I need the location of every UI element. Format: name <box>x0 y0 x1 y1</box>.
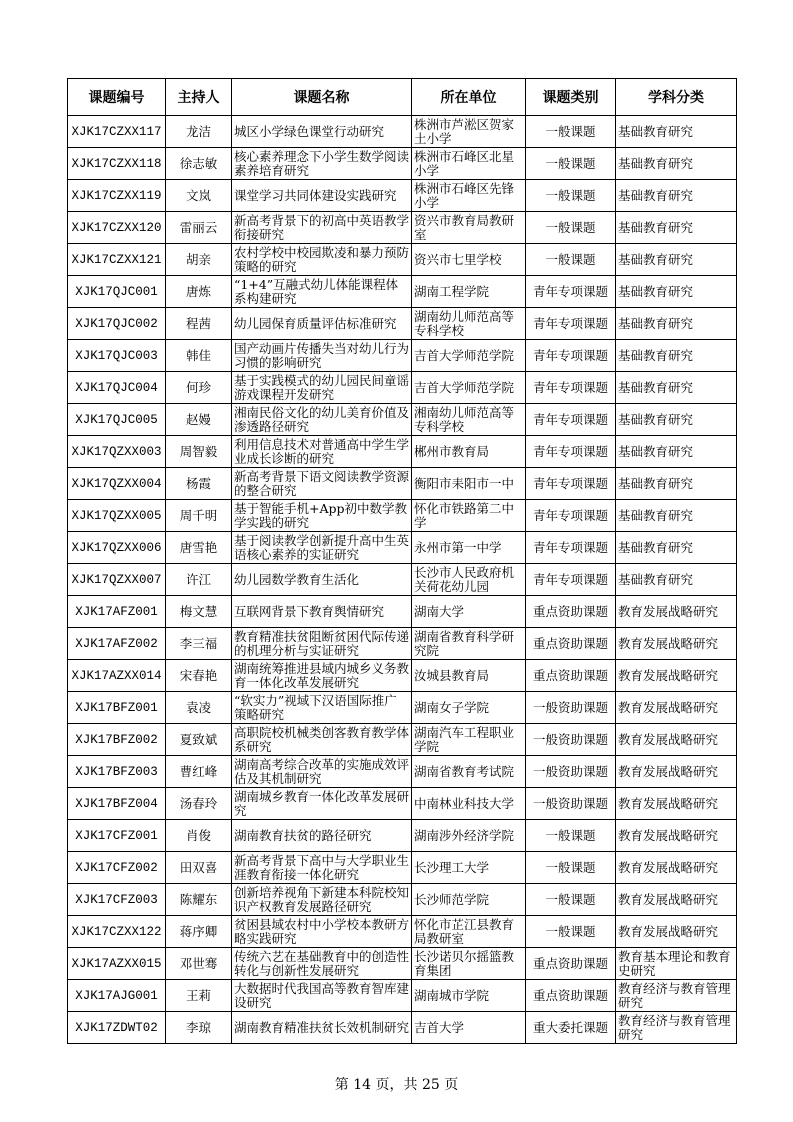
project-title-cell: 湖南教育精准扶贫长效机制研究 <box>232 1012 412 1044</box>
project-title-cell: 湖南高考综合改革的实施成效评估及其机制研究 <box>232 756 412 788</box>
host-cell: 文岚 <box>166 180 232 212</box>
project-id-cell: XJK17BFZ004 <box>68 788 166 820</box>
project-id-cell: XJK17CZXX121 <box>68 244 166 276</box>
table-row <box>68 692 737 724</box>
project-title-cell: 城区小学绿色课堂行动研究 <box>232 116 412 148</box>
project-id-cell: XJK17QZXX004 <box>68 468 166 500</box>
category-cell: 青年专项课题 <box>526 308 616 340</box>
category-cell: 一般课题 <box>526 180 616 212</box>
host-cell: 许江 <box>166 564 232 596</box>
subject-cell: 基础教育研究 <box>616 436 737 468</box>
subject-cell: 基础教育研究 <box>616 564 737 596</box>
project-title-cell: 新高考背景下的初高中英语教学衔接研究 <box>232 212 412 244</box>
institution-cell: 怀化市铁路第二中学 <box>412 500 526 532</box>
table-row <box>68 340 737 372</box>
table-row <box>68 756 737 788</box>
category-cell: 重点资助课题 <box>526 660 616 692</box>
institution-cell: 郴州市教育局 <box>412 436 526 468</box>
project-id-cell: XJK17QZXX003 <box>68 436 166 468</box>
project-title-cell: 湘南民俗文化的幼儿美育价值及渗透路径研究 <box>232 404 412 436</box>
project-title-cell: 教育精准扶贫阻断贫困代际传递的机理分析与实证研究 <box>232 628 412 660</box>
project-title-cell: “1+4”互融式幼儿体能课程体系构建研究 <box>232 276 412 308</box>
institution-cell: 资兴市教育局教研室 <box>412 212 526 244</box>
host-cell: 唐雪艳 <box>166 532 232 564</box>
project-id-cell: XJK17BFZ002 <box>68 724 166 756</box>
host-cell: 唐炼 <box>166 276 232 308</box>
project-id-cell: XJK17QJC004 <box>68 372 166 404</box>
project-title-cell: 贫困县域农村中小学校本教研方略实践研究 <box>232 916 412 948</box>
subject-cell: 基础教育研究 <box>616 308 737 340</box>
institution-cell: 湖南大学 <box>412 596 526 628</box>
host-cell: 韩佳 <box>166 340 232 372</box>
project-table <box>67 78 737 1044</box>
project-title-cell: 农村学校中校园欺凌和暴力预防策略的研究 <box>232 244 412 276</box>
subject-cell: 教育基本理论和教育史研究 <box>616 948 737 980</box>
project-id-cell: XJK17CZXX117 <box>68 116 166 148</box>
subject-cell: 教育发展战略研究 <box>616 692 737 724</box>
project-id-cell: XJK17QZXX005 <box>68 500 166 532</box>
institution-cell: 衡阳市耒阳市一中 <box>412 468 526 500</box>
project-title-cell: 幼儿园数学教育生活化 <box>232 564 412 596</box>
institution-cell: 湖南汽车工程职业学院 <box>412 724 526 756</box>
institution-cell: 湖南城市学院 <box>412 980 526 1012</box>
institution-cell: 吉首大学师范学院 <box>412 372 526 404</box>
host-cell: 田双喜 <box>166 852 232 884</box>
subject-cell: 基础教育研究 <box>616 500 737 532</box>
project-id-cell: XJK17QZXX007 <box>68 564 166 596</box>
host-cell: 梅文慧 <box>166 596 232 628</box>
subject-cell: 基础教育研究 <box>616 340 737 372</box>
host-cell: 周千明 <box>166 500 232 532</box>
project-title-cell: 传统六艺在基础教育中的创造性转化与创新性发展研究 <box>232 948 412 980</box>
category-cell: 重大委托课题 <box>526 1012 616 1044</box>
project-title-cell: 高职院校机械类创客教育教学体系研究 <box>232 724 412 756</box>
subject-cell: 基础教育研究 <box>616 532 737 564</box>
header-cell: 学科分类 <box>616 79 737 116</box>
project-title-cell: 新高考背景下高中与大学职业生涯教育衔接一体化研究 <box>232 852 412 884</box>
category-cell: 青年专项课题 <box>526 436 616 468</box>
institution-cell: 永州市第一中学 <box>412 532 526 564</box>
table-row <box>68 724 737 756</box>
project-id-cell: XJK17AFZ002 <box>68 628 166 660</box>
project-title-cell: 湖南城乡教育一体化改革发展研究 <box>232 788 412 820</box>
project-id-cell: XJK17AZXX014 <box>68 660 166 692</box>
table-row <box>68 852 737 884</box>
category-cell: 重点资助课题 <box>526 628 616 660</box>
subject-cell: 教育发展战略研究 <box>616 596 737 628</box>
subject-cell: 教育发展战略研究 <box>616 820 737 852</box>
category-cell: 一般课题 <box>526 916 616 948</box>
subject-cell: 基础教育研究 <box>616 276 737 308</box>
institution-cell: 湖南省教育考试院 <box>412 756 526 788</box>
subject-cell: 教育经济与教育管理研究 <box>616 1012 737 1044</box>
host-cell: 胡亲 <box>166 244 232 276</box>
project-title-cell: 基于阅读教学创新提升高中生英语核心素养的实证研究 <box>232 532 412 564</box>
institution-cell: 资兴市七里学校 <box>412 244 526 276</box>
institution-cell: 长沙师范学院 <box>412 884 526 916</box>
project-title-cell: 利用信息技术对普通高中学生学业成长诊断的研究 <box>232 436 412 468</box>
category-cell: 一般课题 <box>526 852 616 884</box>
project-title-cell: 互联网背景下教育舆情研究 <box>232 596 412 628</box>
host-cell: 程茜 <box>166 308 232 340</box>
institution-cell: 长沙市人民政府机关荷花幼儿园 <box>412 564 526 596</box>
table-row <box>68 308 737 340</box>
institution-cell: 怀化市芷江县教育局教研室 <box>412 916 526 948</box>
project-title-cell: 基于实践模式的幼儿园民间童谣游戏课程开发研究 <box>232 372 412 404</box>
table-row <box>68 276 737 308</box>
host-cell: 曹红峰 <box>166 756 232 788</box>
host-cell: 龙洁 <box>166 116 232 148</box>
header-cell: 主持人 <box>166 79 232 116</box>
host-cell: 蒋序卿 <box>166 916 232 948</box>
host-cell: 雷丽云 <box>166 212 232 244</box>
subject-cell: 教育发展战略研究 <box>616 788 737 820</box>
project-title-cell: 核心素养理念下小学生数学阅读素养培育研究 <box>232 148 412 180</box>
institution-cell: 吉首大学 <box>412 1012 526 1044</box>
subject-cell: 教育发展战略研究 <box>616 852 737 884</box>
table-row <box>68 788 737 820</box>
category-cell: 青年专项课题 <box>526 372 616 404</box>
project-title-cell: 大数据时代我国高等教育智库建设研究 <box>232 980 412 1012</box>
subject-cell: 基础教育研究 <box>616 468 737 500</box>
subject-cell: 教育发展战略研究 <box>616 628 737 660</box>
category-cell: 一般课题 <box>526 884 616 916</box>
host-cell: 周智毅 <box>166 436 232 468</box>
table-row <box>68 116 737 148</box>
host-cell: 肖俊 <box>166 820 232 852</box>
project-id-cell: XJK17CZXX122 <box>68 916 166 948</box>
project-id-cell: XJK17CFZ001 <box>68 820 166 852</box>
institution-cell: 湖南女子学院 <box>412 692 526 724</box>
host-cell: 夏致斌 <box>166 724 232 756</box>
category-cell: 一般资助课题 <box>526 692 616 724</box>
page-number: 第 14 页，共 25 页 <box>334 1077 459 1093</box>
host-cell: 宋春艳 <box>166 660 232 692</box>
project-title-cell: 湖南统筹推进县域内城乡义务教育一体化改革发展研究 <box>232 660 412 692</box>
institution-cell: 中南林业科技大学 <box>412 788 526 820</box>
category-cell: 青年专项课题 <box>526 532 616 564</box>
institution-cell: 汝城县教育局 <box>412 660 526 692</box>
project-id-cell: XJK17CFZ002 <box>68 852 166 884</box>
host-cell: 王莉 <box>166 980 232 1012</box>
table-row <box>68 628 737 660</box>
category-cell: 一般课题 <box>526 116 616 148</box>
institution-cell: 株洲市石峰区北星小学 <box>412 148 526 180</box>
category-cell: 一般资助课题 <box>526 756 616 788</box>
category-cell: 重点资助课题 <box>526 596 616 628</box>
project-title-cell: 基于智能手机+App初中数学教学实践的研究 <box>232 500 412 532</box>
project-title-cell: “软实力”视域下汉语国际推广策略研究 <box>232 692 412 724</box>
subject-cell: 教育发展战略研究 <box>616 916 737 948</box>
subject-cell: 基础教育研究 <box>616 244 737 276</box>
category-cell: 一般课题 <box>526 820 616 852</box>
host-cell: 邓世骞 <box>166 948 232 980</box>
category-cell: 青年专项课题 <box>526 564 616 596</box>
project-title-cell: 新高考背景下语文阅读教学资源的整合研究 <box>232 468 412 500</box>
host-cell: 赵嫚 <box>166 404 232 436</box>
host-cell: 陈耀东 <box>166 884 232 916</box>
category-cell: 重点资助课题 <box>526 948 616 980</box>
table-row <box>68 372 737 404</box>
project-id-cell: XJK17CFZ003 <box>68 884 166 916</box>
category-cell: 重点资助课题 <box>526 980 616 1012</box>
project-title-cell: 国产动画片传播失当对幼儿行为习惯的影响研究 <box>232 340 412 372</box>
category-cell: 青年专项课题 <box>526 404 616 436</box>
host-cell: 何珍 <box>166 372 232 404</box>
table-row <box>68 148 737 180</box>
table-row <box>68 500 737 532</box>
subject-cell: 教育发展战略研究 <box>616 660 737 692</box>
institution-cell: 吉首大学师范学院 <box>412 340 526 372</box>
table-row <box>68 916 737 948</box>
project-id-cell: XJK17QJC005 <box>68 404 166 436</box>
host-cell: 李三福 <box>166 628 232 660</box>
subject-cell: 基础教育研究 <box>616 212 737 244</box>
project-id-cell: XJK17ZDWT02 <box>68 1012 166 1044</box>
header-cell: 课题类别 <box>526 79 616 116</box>
institution-cell: 株洲市石峰区先锋小学 <box>412 180 526 212</box>
table-row <box>68 532 737 564</box>
project-id-cell: XJK17CZXX119 <box>68 180 166 212</box>
category-cell: 青年专项课题 <box>526 468 616 500</box>
table-row <box>68 1012 737 1044</box>
host-cell: 杨霞 <box>166 468 232 500</box>
table-row <box>68 244 737 276</box>
project-id-cell: XJK17CZXX120 <box>68 212 166 244</box>
project-id-cell: XJK17QJC002 <box>68 308 166 340</box>
category-cell: 一般资助课题 <box>526 788 616 820</box>
institution-cell: 湖南涉外经济学院 <box>412 820 526 852</box>
subject-cell: 基础教育研究 <box>616 180 737 212</box>
header-cell: 课题名称 <box>232 79 412 116</box>
subject-cell: 基础教育研究 <box>616 116 737 148</box>
category-cell: 青年专项课题 <box>526 340 616 372</box>
institution-cell: 长沙理工大学 <box>412 852 526 884</box>
project-id-cell: XJK17BFZ001 <box>68 692 166 724</box>
institution-cell: 株洲市芦淞区贺家土小学 <box>412 116 526 148</box>
subject-cell: 教育发展战略研究 <box>616 756 737 788</box>
table-row <box>68 180 737 212</box>
category-cell: 青年专项课题 <box>526 500 616 532</box>
header-cell: 课题编号 <box>68 79 166 116</box>
subject-cell: 基础教育研究 <box>616 404 737 436</box>
project-title-cell: 湖南教育扶贫的路径研究 <box>232 820 412 852</box>
subject-cell: 教育经济与教育管理研究 <box>616 980 737 1012</box>
table-row <box>68 404 737 436</box>
institution-cell: 湘南幼儿师范高等专科学校 <box>412 404 526 436</box>
category-cell: 一般课题 <box>526 244 616 276</box>
category-cell: 一般课题 <box>526 148 616 180</box>
table-row <box>68 564 737 596</box>
header-row <box>68 79 737 116</box>
table-row <box>68 436 737 468</box>
project-id-cell: XJK17QJC001 <box>68 276 166 308</box>
host-cell: 汤春玲 <box>166 788 232 820</box>
institution-cell: 湖南幼儿师范高等专科学校 <box>412 308 526 340</box>
project-id-cell: XJK17QJC003 <box>68 340 166 372</box>
subject-cell: 教育发展战略研究 <box>616 724 737 756</box>
project-id-cell: XJK17BFZ003 <box>68 756 166 788</box>
header-cell: 所在单位 <box>412 79 526 116</box>
subject-cell: 基础教育研究 <box>616 372 737 404</box>
project-id-cell: XJK17QZXX006 <box>68 532 166 564</box>
host-cell: 李琼 <box>166 1012 232 1044</box>
table-row <box>68 980 737 1012</box>
project-title-cell: 创新培养视角下新建本科院校知识产权教育发展路径研究 <box>232 884 412 916</box>
table-row <box>68 596 737 628</box>
table-row <box>68 884 737 916</box>
subject-cell: 教育发展战略研究 <box>616 884 737 916</box>
table-row <box>68 468 737 500</box>
host-cell: 徐志敏 <box>166 148 232 180</box>
institution-cell: 湖南工程学院 <box>412 276 526 308</box>
category-cell: 青年专项课题 <box>526 276 616 308</box>
table-row <box>68 660 737 692</box>
host-cell: 袁凌 <box>166 692 232 724</box>
category-cell: 一般课题 <box>526 212 616 244</box>
table-row <box>68 948 737 980</box>
subject-cell: 基础教育研究 <box>616 148 737 180</box>
project-title-cell: 幼儿园保育质量评估标准研究 <box>232 308 412 340</box>
category-cell: 一般资助课题 <box>526 724 616 756</box>
table-row <box>68 820 737 852</box>
project-title-cell: 课堂学习共同体建设实践研究 <box>232 180 412 212</box>
institution-cell: 湖南省教育科学研究院 <box>412 628 526 660</box>
project-id-cell: XJK17AZXX015 <box>68 948 166 980</box>
table-row <box>68 212 737 244</box>
table-body <box>68 116 737 1044</box>
project-id-cell: XJK17CZXX118 <box>68 148 166 180</box>
project-id-cell: XJK17AJG001 <box>68 980 166 1012</box>
project-id-cell: XJK17AFZ001 <box>68 596 166 628</box>
institution-cell: 长沙诺贝尔摇篮教育集团 <box>412 948 526 980</box>
